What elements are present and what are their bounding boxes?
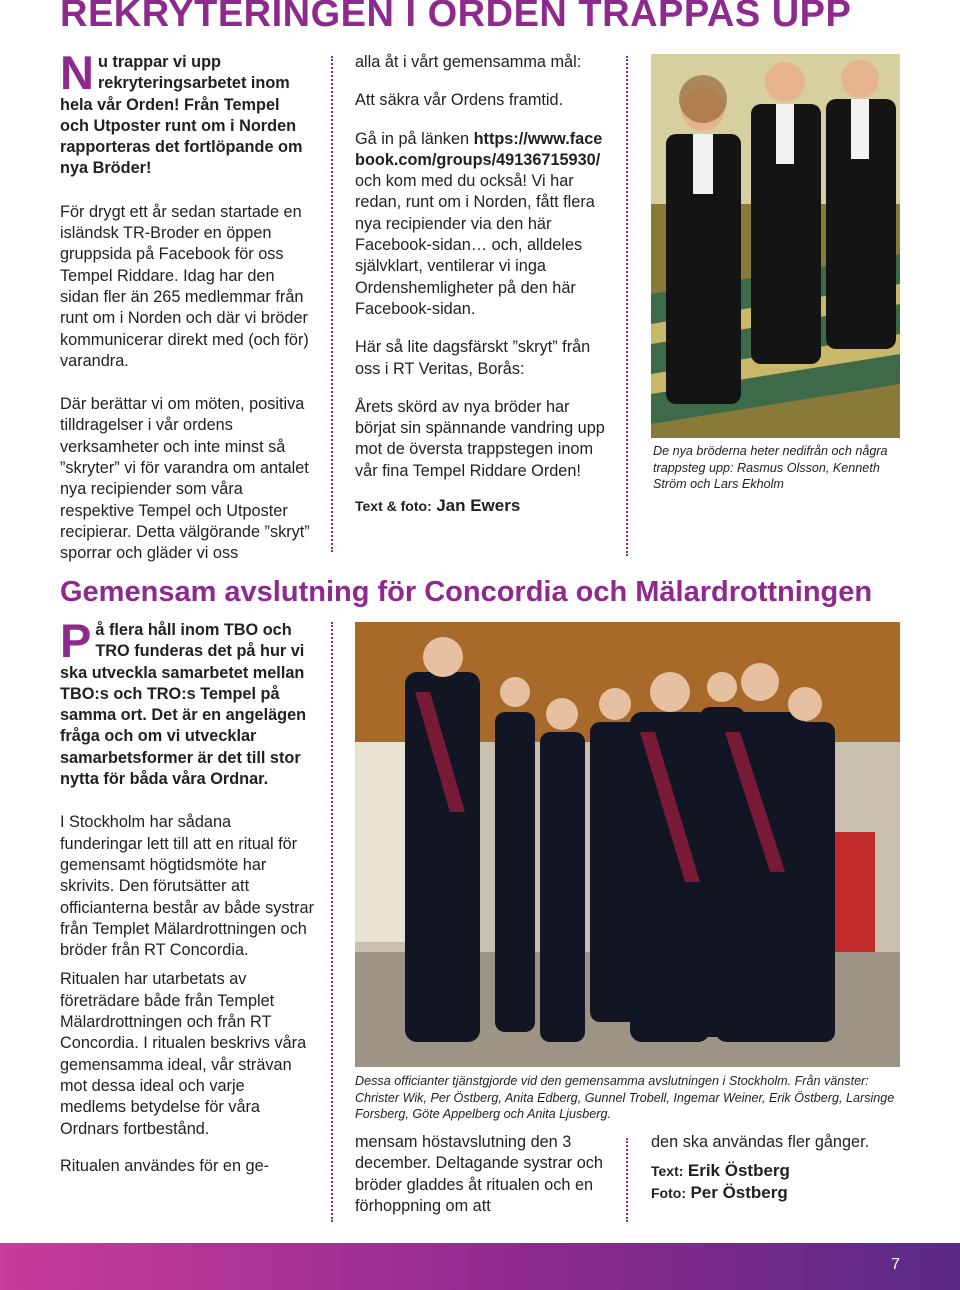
photo-caption: Dessa officianter tjänstgjorde vid den gemensamma avslutningen i Stockholm. Från vänster: Christer Wik, Per Östberg, Anita Edberg, Gunnel Trobell, Ingemar Weiner, Erik Östberg, Larsinge Forsberg, Göte Appelberg och Anita Ljusberg. [355, 1074, 895, 1121]
article1-paragraph: Här så lite dagsfärskt ”skryt” från oss i RT Veritas, Borås: [355, 338, 591, 378]
article1-column-2 [355, 52, 610, 516]
article2-credit-photo: Foto: Per Östberg [651, 1183, 788, 1203]
photo-caption: De nya bröderna heter nedifrån och några trappsteg upp: Rasmus Olsson, Kenneth Ström och Lars Ekholm [653, 444, 888, 491]
column-divider [626, 1138, 628, 1222]
article2-paragraph: I Stockholm har sådana funderingar lett till att en ritual för gemensamt högtidsmöte har skrivits. Den förutsätter att officianterna består av både systrar från Templet Mälardrottningen och bröder från RT Concordia. [60, 813, 315, 960]
article1-paragraph: alla åt i vårt gemensamma mål: [355, 53, 582, 71]
article1-credit: Text & foto: Jan Ewers [355, 496, 521, 516]
page-footer-bar [0, 1243, 960, 1290]
article2-lead: På flera håll inom TBO och TRO funderas det på hur vi ska utveckla samarbetet mellan TBO:s och TRO:s Tempel på samma ort. Det är en angelägen fråga och om vi utvecklar samarbetsformer är det till stor nytta för båda våra Ordnar. [60, 614, 307, 789]
article2-column-1 [60, 614, 315, 1177]
column-divider [626, 56, 628, 556]
article1-paragraph: Årets skörd av nya bröder har börjat sin spännande vandring upp mot de översta trappstegen inom vår fina Tempel Riddare Orden! [355, 397, 605, 480]
page-number: 7 [891, 1256, 900, 1273]
article2-paragraph: mensam höstavslutning den 3 december. Deltagande systrar och bröder gladdes åt ritualen och en förhoppning om att [355, 1133, 603, 1215]
article1-paragraph: Gå in på länken https://www.facebook.com/groups/49136715930/ och kom med du också! Vi har redan, runt om i Norden, fått flera nya recipiender via den här Facebook-sidan… och, alldeles självklart, ventilerar vi inga Ordenshemligheter på den här Facebook-sidan. [355, 129, 603, 318]
article2-paragraph: Ritualen har utarbetats av företrädare både från Templet Mälardrottningen och från RT Concordia. I ritualen beskrivs våra gemensamma ideal, vår strävan mot dessa ideal och varje medlems betydelse för våra Ordnars fortbestånd. [60, 970, 307, 1138]
article1-column-1 [60, 46, 310, 565]
article1-paragraph: För drygt ett år sedan startade en isländsk TR-Broder en öppen gruppsida på Facebook för oss Tempel Riddare. Idag har den sidan fler än 265 medlemmar från runt om i Norden och där vi bröder kommunicerar direkt med (och för) varandra. [60, 202, 309, 370]
column-divider [331, 56, 333, 552]
officiants-group-photo [355, 622, 900, 1067]
article2-credit-text: Text: Erik Östberg [651, 1161, 790, 1181]
dropcap: P [60, 614, 92, 667]
article1-paragraph: Att säkra vår Ordens framtid. [355, 91, 564, 110]
facebook-group-link[interactable]: https://www.facebook.com/groups/49136715930/ [355, 129, 603, 169]
article2-column-3 [651, 1132, 911, 1204]
article1-paragraph: Där berättar vi om möten, positiva tilldragelser i vår ordens verksamheter och inte minst så ”skryter” vi för varandra om antalet nya recipiender som våra respektive Tempel och Utposter recipierar. Detta välgörande ”skryt” sporrar och gläder vi oss [60, 395, 310, 563]
article1-lead: Nu trappar vi upp rekryteringsarbetet inom hela vår Orden! Från Tempel och Utposter runt om i Norden rapporteras det fortlöpande om nya Bröder! [60, 46, 303, 178]
column-divider [331, 622, 333, 1222]
article-title: REKRYTERINGEN I ORDEN TRAPPAS UPP [60, 0, 852, 35]
brothers-staircase-photo [651, 54, 900, 438]
article2-paragraph: den ska användas fler gånger. [651, 1133, 870, 1151]
dropcap: N [60, 46, 94, 99]
article2-paragraph: Ritualen användes för en ge- [60, 1156, 270, 1175]
article-title: Gemensam avslutning för Concordia och Mälardrottningen [60, 576, 873, 608]
article2-column-2 [355, 1132, 605, 1217]
